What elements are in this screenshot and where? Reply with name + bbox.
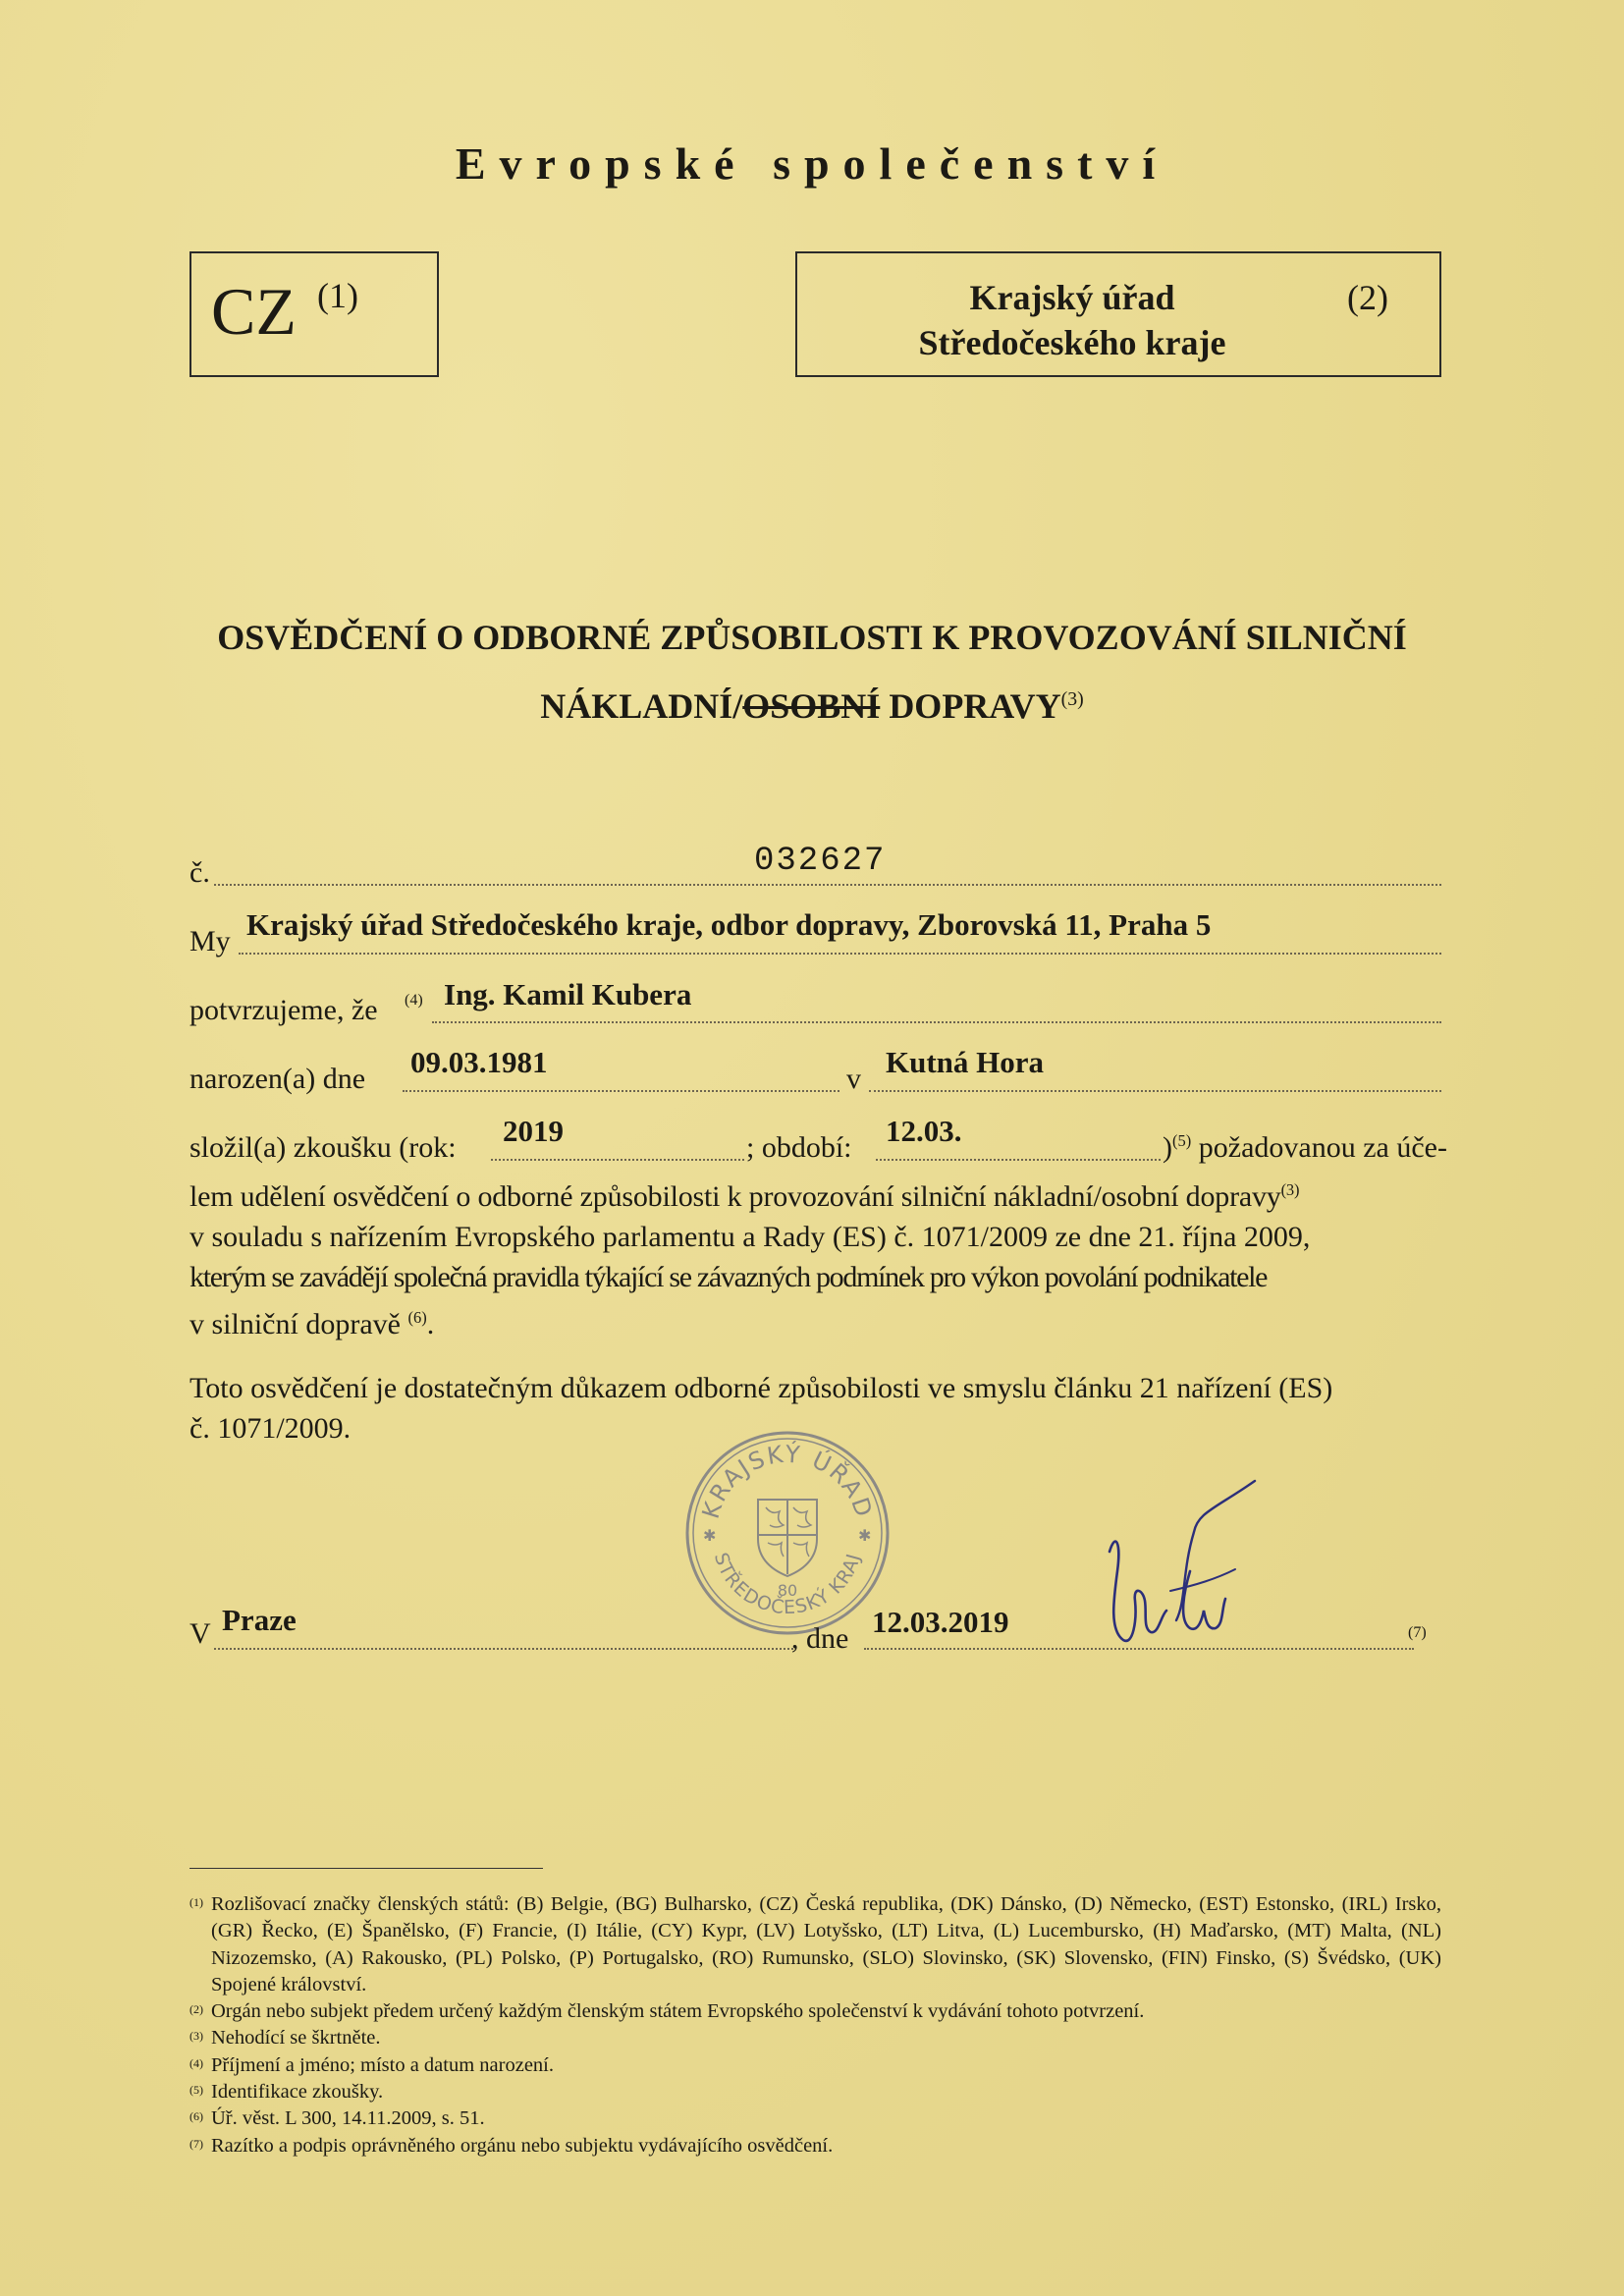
certificate-title-line1: OSVĚDČENÍ O ODBORNÉ ZPŮSOBILOSTI K PROVOZOVÁNÍ SILNIČNÍ (217, 618, 1407, 657)
country-code-note: (1) (317, 276, 358, 315)
signoff-place-line (214, 1648, 793, 1650)
signoff-date-label: , dne (791, 1622, 849, 1655)
footnote-text: Razítko a podpis oprávněného orgánu nebo subjektu vydávajícího osvědčení. (211, 2134, 834, 2157)
birth-place-value: Kutná Hora (886, 1045, 1045, 1079)
title-passenger-struck: OSOBNÍ (742, 686, 881, 726)
issuing-authority-note: (2) (1347, 278, 1388, 317)
paragraph-1-line2-sup: (3) (1280, 1180, 1300, 1199)
footnote-item (189, 2133, 1441, 2159)
signoff-date-line (864, 1648, 1414, 1650)
paragraph-1-line4: kterým se zavádějí společná pravidla týkající se závazných podmínek pro výkon povolání podnikatele (189, 1261, 1268, 1293)
country-code-box (189, 251, 439, 377)
footnote-separator (189, 1868, 543, 1869)
birth-place-line (869, 1090, 1441, 1092)
we-label: My (189, 925, 231, 957)
paragraph-1-line3: v souladu s nařízením Evropského parlamentu a Rady (ES) č. 1071/2009 ze dne 21. října 2009, (189, 1221, 1311, 1253)
born-label: narozen(a) dne (189, 1063, 366, 1095)
birth-place-label: v (846, 1063, 861, 1095)
stamp-coat-of-arms-icon (758, 1500, 817, 1576)
footnote-number: (3) (189, 2029, 203, 2044)
footnote-text: Úř. věst. L 300, 14.11.2009, s. 51. (211, 2107, 485, 2130)
document-header-title: Evropské společenství (455, 138, 1169, 189)
signoff-note: (7) (1408, 1624, 1427, 1641)
footnote-number: (1) (189, 1895, 203, 1909)
exam-label: složil(a) zkoušku (rok: (189, 1131, 457, 1164)
footnote-number: (6) (189, 2109, 203, 2124)
exam-tail (1163, 1131, 1447, 1165)
paragraph-2-line1: Toto osvědčení je dostatečným důkazem odborné způsobilosti ve smyslu článku 21 nařízení (ES) (189, 1372, 1333, 1404)
footnote-text: Orgán nebo subjekt předem určený každým členským státem Evropského společenství k vydávání tohoto potvrzení. (211, 2000, 1145, 2023)
signoff-place-value: Praze (222, 1603, 297, 1637)
official-stamp (683, 1429, 892, 1637)
title-transport: DOPRAVY (880, 686, 1061, 726)
certificate-number-line (214, 884, 1441, 886)
country-code: CZ (211, 274, 297, 349)
footnote-text: Nehodící se škrtněte. (211, 2027, 381, 2050)
certificate-number-value: 032627 (754, 843, 887, 880)
paragraph-1-line2 (189, 1170, 1441, 1217)
stamp-top-textpath: KRAJSKÝ ÚŘAD (696, 1440, 879, 1522)
exam-note-sup: (5) (1172, 1131, 1192, 1150)
exam-year-line (491, 1159, 744, 1161)
stamp-star-right-icon: ✱ (858, 1526, 872, 1545)
paragraph-1-line5 (189, 1297, 1441, 1344)
footnote-item (189, 2079, 1441, 2105)
title-note: (3) (1060, 688, 1084, 710)
exam-after-text: požadovanou za úče- (1191, 1131, 1447, 1164)
issuing-authority-name (797, 275, 1347, 365)
footnote-number: (2) (189, 2002, 203, 2017)
period-line (876, 1159, 1161, 1161)
footnote-text: Příjmení a jméno; místo a datum narození. (211, 2053, 554, 2076)
handwritten-signature (1088, 1473, 1284, 1669)
paragraph-1-line2-text: lem udělení osvědčení o odborné způsobilosti k provozování silniční nákladní/osobní dopravy (189, 1180, 1281, 1213)
issuer-value: Krajský úřad Středočeského kraje, odbor dopravy, Zborovská 11, Praha 5 (246, 907, 1212, 942)
footnote-item (189, 2052, 1441, 2079)
born-date-line (403, 1090, 839, 1092)
footnote-text: Rozlišovací značky členských států: (B) Belgie, (BG) Bulharsko, (CZ) Česká republika, (DK) Dánsko, (D) Německo, (EST) Estonsko, (IRL) Irsko, (GR) Řecko, (E) Španělsko, (F) Francie, (I) Itálie, (CY) Kypr, (LV) Lotyšsko, (LT) Litva, (L) Lucembursko, (H) Maďarsko, (MT) Malta, (NL) Nizozemsko, (A) Rakousko, (PL) Polsko, (P) Portugalsko, (RO) Rumunsko, (SLO) Slovinsko, (SK) Slovensko, (FIN) Finsko, (S) Švédsko, (UK) Spojené království. (211, 1893, 1441, 1995)
footnote-text: Identifikace zkoušky. (211, 2081, 384, 2104)
holder-name-value: Ing. Kamil Kubera (444, 977, 692, 1011)
stamp-number: 80 (777, 1581, 798, 1600)
footnote-number: (5) (189, 2083, 203, 2098)
paragraph-1-line5-sup: (6) (407, 1308, 427, 1327)
issuing-authority-line2: Středočeského kraje (918, 323, 1226, 362)
certificate-title-line2 (0, 685, 1624, 727)
paragraph-2-line2: č. 1071/2009. (189, 1412, 352, 1445)
paragraph-1 (189, 1170, 1441, 1344)
stamp-star-left-icon: ✱ (703, 1526, 717, 1545)
signoff-in-label: V (189, 1617, 211, 1650)
stamp-bottom-textpath: STŘEDOČESKÝ KRAJ (709, 1550, 866, 1619)
confirm-line (432, 1021, 1441, 1023)
we-line (239, 953, 1441, 955)
paragraph-1-line5-end: . (426, 1308, 435, 1340)
certificate-number-label: č. (189, 856, 210, 889)
footnote-item (189, 1998, 1441, 2025)
footnotes (189, 1891, 1441, 2159)
confirm-note: (4) (405, 992, 423, 1009)
issuing-authority-line1: Krajský úřad (969, 278, 1175, 317)
exam-year-value: 2019 (503, 1114, 564, 1148)
paragraph-1-line5-text: v silniční dopravě (189, 1308, 401, 1340)
footnote-item (189, 2105, 1441, 2132)
footnote-number: (4) (189, 2055, 203, 2070)
birth-date-value: 09.03.1981 (410, 1045, 548, 1079)
footnote-number: (7) (189, 2136, 203, 2151)
signoff-date-value: 12.03.2019 (872, 1605, 1009, 1639)
exam-note-paren: ) (1163, 1131, 1172, 1164)
title-freight: NÁKLADNÍ/ (540, 686, 743, 726)
exam-period-value: 12.03. (886, 1114, 962, 1148)
footnote-item (189, 2025, 1441, 2051)
issuing-authority-box (795, 251, 1441, 377)
footnote-item (189, 1891, 1441, 1998)
period-label: ; období: (746, 1131, 852, 1164)
confirm-label: potvrzujeme, že (189, 994, 378, 1026)
